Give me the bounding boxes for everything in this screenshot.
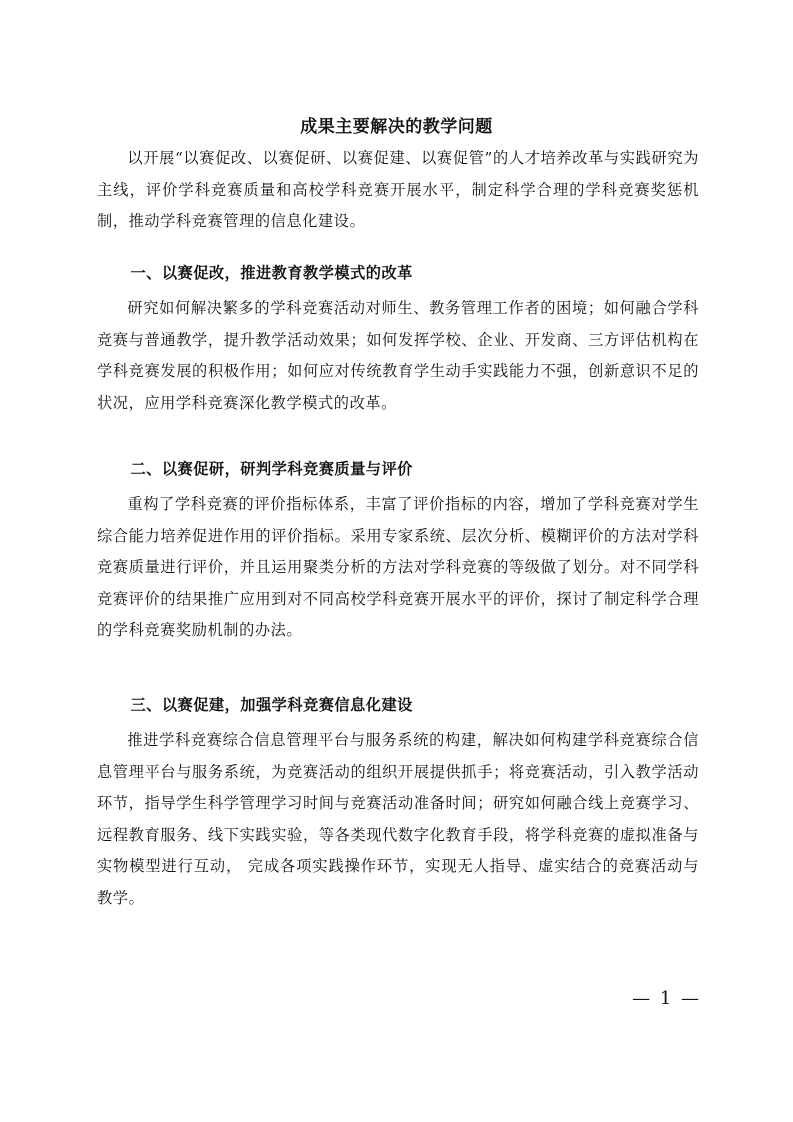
- section-3-paragraph: 推进学科竞赛综合信息管理平台与服务系统的构建，解决如何构建学科竞赛综合信息管理平台与服务系统，为竞赛活动的组织开展提供抓手；将竞赛活动，引入教学活动环节，指导学生科学管理学习时间与竞赛活动准备时间；研究如何融合线上竞赛学习、远程教育服务、线下实践实验，等各类现代数字化教育手段，将学科竞赛的虚拟准备与实物模型进行互动， 完成各项实践操作环节，实现无人指导、虚实结合的竞赛活动与教学。: [97, 731, 699, 907]
- section-2-heading: 二、以赛促研，研判学科竞赛质量与评价: [130, 460, 413, 478]
- section-1-paragraph: 研究如何解决繁多的学科竞赛活动对师生、教务管理工作者的困境；如何融合学科竞赛与普通教学，提升教学活动效果；如何发挥学校、企业、开发商、三方评估机构在学科竞赛发展的积极作用；如何应对传统教育学生动手实践能力不强，创新意识不足的状况，应用学科竞赛深化教学模式的改革。: [97, 299, 699, 412]
- section-2-paragraph: 重构了学科竞赛的评价指标体系，丰富了评价指标的内容，增加了学科竞赛对学生综合能力培养促进作用的评价指标。采用专家系统、层次分析、模糊评价的方法对学科竞赛质量进行评价，并且运用聚类分析的方法对学科竞赛的等级做了划分。对不同学科竞赛评价的结果推广应用到对不同高校学科竞赛开展水平的评价，探讨了制定科学合理的学科竞赛奖励机制的办法。: [97, 495, 699, 639]
- section-1-heading: 一、以赛促改，推进教育教学模式的改革: [130, 264, 413, 282]
- intro-paragraph: 以开展“以赛促改、以赛促研、以赛促建、以赛促管”的人才培养改革与实践研究为主线，评价学科竞赛质量和高校学科竞赛开展水平，制定科学合理的学科竞赛奖惩机制，推动学科竞赛管理的信息化建设。: [97, 149, 699, 230]
- page-number: — 1 —: [632, 988, 701, 1009]
- document-title: 成果主要解决的教学问题: [300, 117, 493, 137]
- section-3-heading: 三、以赛促建，加强学科竞赛信息化建设: [130, 696, 413, 714]
